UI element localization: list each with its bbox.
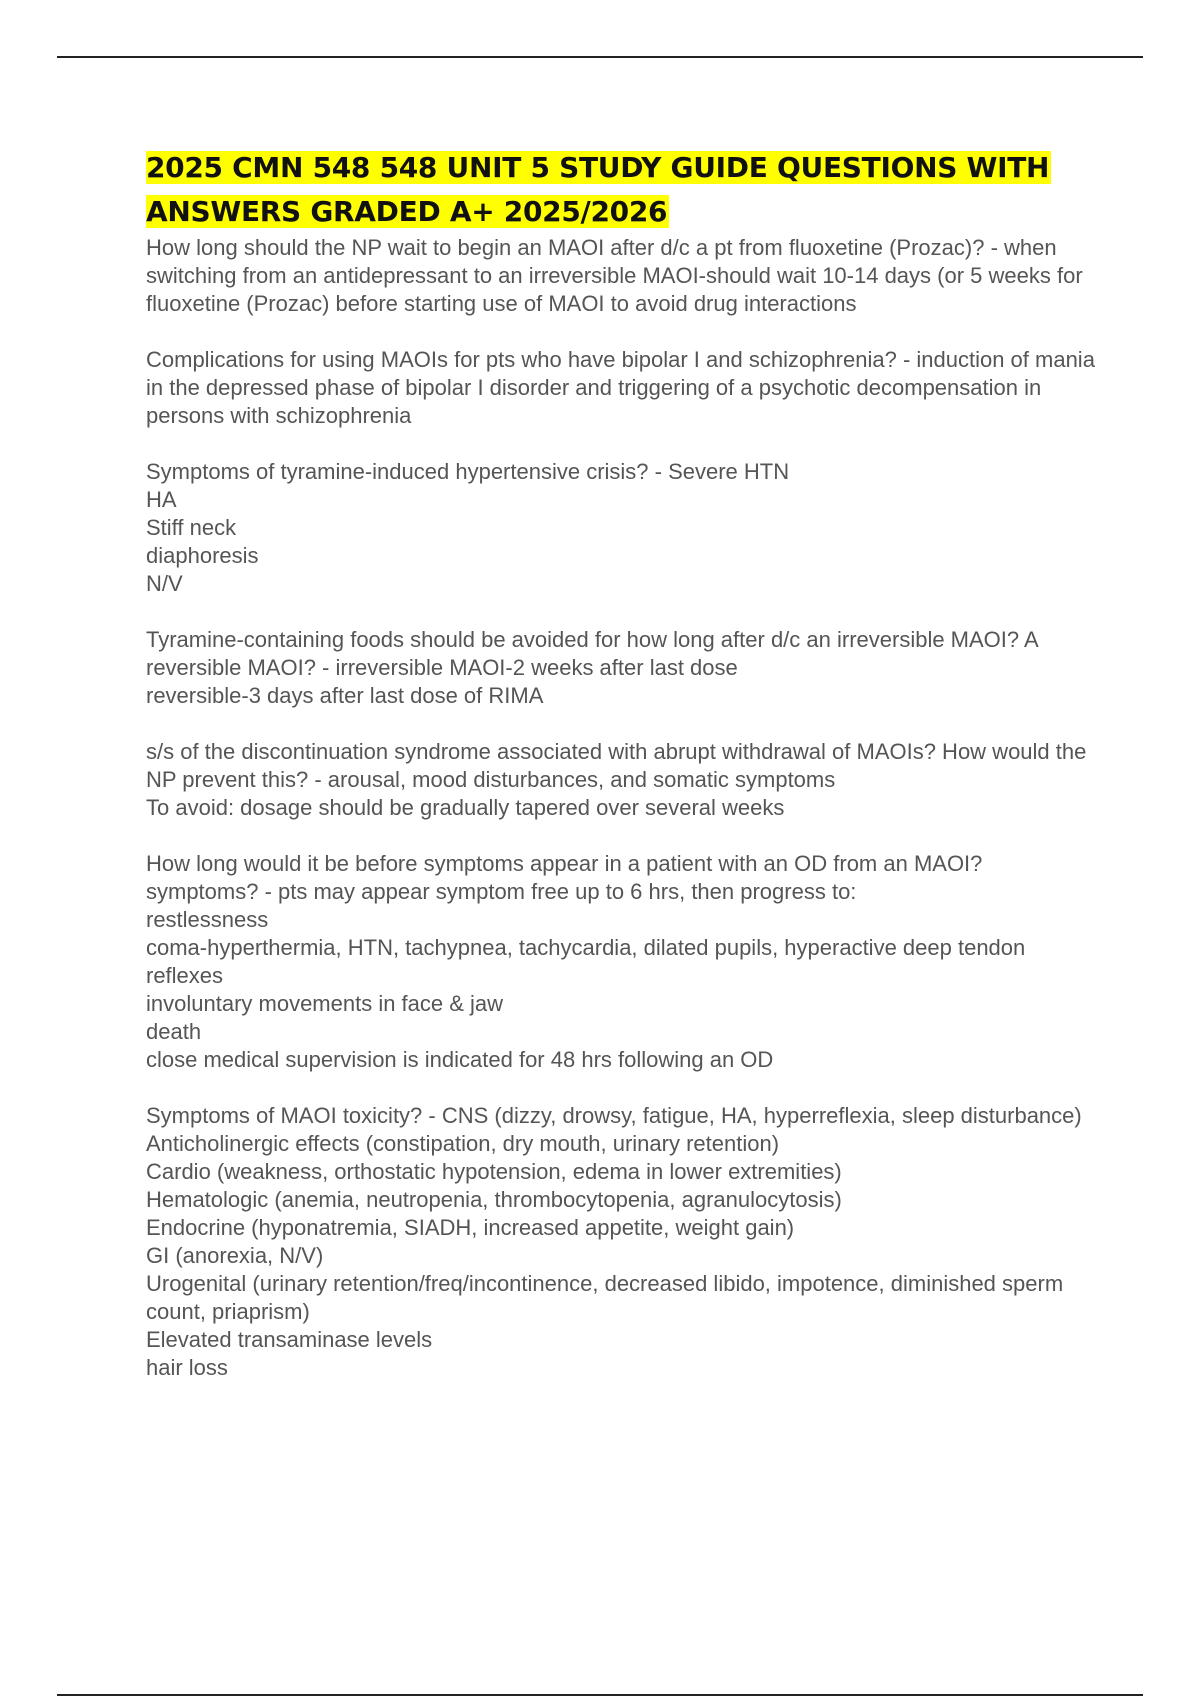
document-body <box>146 146 1096 1410</box>
qa-line: HA <box>146 487 177 512</box>
qa-line: close medical supervision is indicated for 48 hrs following an OD <box>146 1047 774 1072</box>
qa-line: restlessness <box>146 907 269 932</box>
qa-line: Tyramine-containing foods should be avoided for how long after d/c an irreversible MAOI? A reversible MAOI? - irreversible MAOI-2 weeks after last dose <box>146 627 1038 680</box>
qa-line: To avoid: dosage should be gradually tapered over several weeks <box>146 795 785 820</box>
qa-line: Symptoms of MAOI toxicity? - CNS (dizzy, drowsy, fatigue, HA, hyperreflexia, sleep disturbance) <box>146 1103 1082 1128</box>
qa-item-6 <box>146 850 1096 1074</box>
qa-item-4 <box>146 626 1096 710</box>
qa-line: involuntary movements in face & jaw <box>146 991 504 1016</box>
title-line-1: 2025 CMN 548 548 UNIT 5 STUDY GUIDE QUESTIONS WITH <box>146 151 1050 184</box>
qa-item-2 <box>146 346 1096 430</box>
qa-item-5 <box>146 738 1096 822</box>
qa-line: Elevated transaminase levels <box>146 1327 433 1352</box>
qa-line: Stiff neck <box>146 515 237 540</box>
qa-line: Anticholinergic effects (constipation, dry mouth, urinary retention) <box>146 1131 780 1156</box>
qa-line: Urogenital (urinary retention/freq/incontinence, decreased libido, impotence, diminished sperm count, priaprism) <box>146 1271 1064 1324</box>
qa-line: reversible-3 days after last dose of RIMA <box>146 683 544 708</box>
qa-line: How long should the NP wait to begin an MAOI after d/c a pt from fluoxetine (Prozac)? - when switching from an antidepressant to an irreversible MAOI-should wait 10-14 days (or 5 weeks for fluoxetine (Prozac) before starting use of MAOI to avoid drug interactions <box>146 235 1083 316</box>
qa-line: N/V <box>146 571 183 596</box>
qa-line: Endocrine (hyponatremia, SIADH, increased appetite, weight gain) <box>146 1215 795 1240</box>
qa-line: Hematologic (anemia, neutropenia, thrombocytopenia, agranulocytosis) <box>146 1187 842 1212</box>
bottom-rule <box>57 1694 1143 1696</box>
qa-line: GI (anorexia, N/V) <box>146 1243 324 1268</box>
qa-line: Cardio (weakness, orthostatic hypotension, edema in lower extremities) <box>146 1159 842 1184</box>
document-title <box>146 146 1096 234</box>
qa-line: diaphoresis <box>146 543 259 568</box>
qa-item-3 <box>146 458 1096 598</box>
top-rule <box>57 56 1143 58</box>
qa-line: coma-hyperthermia, HTN, tachypnea, tachycardia, dilated pupils, hyperactive deep tendon reflexes <box>146 935 1026 988</box>
qa-line: death <box>146 1019 202 1044</box>
qa-line: s/s of the discontinuation syndrome associated with abrupt withdrawal of MAOIs? How would the NP prevent this? - arousal, mood disturbances, and somatic symptoms <box>146 739 1087 792</box>
qa-line: Complications for using MAOIs for pts who have bipolar I and schizophrenia? - induction of mania in the depressed phase of bipolar I disorder and triggering of a psychotic decompensation in persons with schizophrenia <box>146 347 1095 428</box>
qa-item-1 <box>146 234 1096 318</box>
qa-line: How long would it be before symptoms appear in a patient with an OD from an MAOI? symptoms? - pts may appear symptom free up to 6 hrs, then progress to: <box>146 851 983 904</box>
qa-line: Symptoms of tyramine-induced hypertensive crisis? - Severe HTN <box>146 459 790 484</box>
qa-line: hair loss <box>146 1355 228 1380</box>
title-line-2: ANSWERS GRADED A+ 2025/2026 <box>146 195 668 228</box>
qa-item-7 <box>146 1102 1096 1382</box>
